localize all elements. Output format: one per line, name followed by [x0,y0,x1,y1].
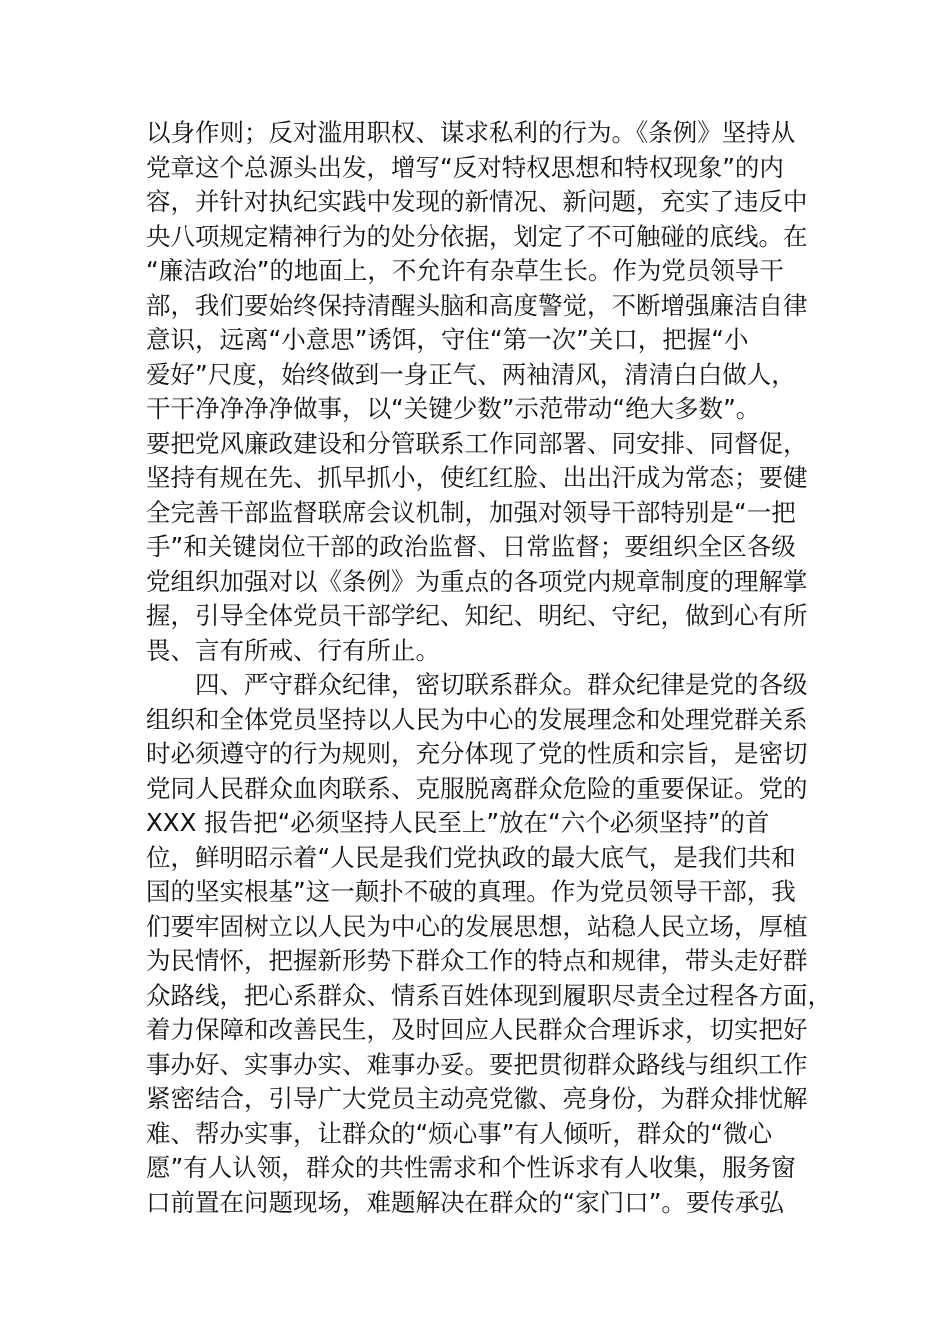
text-line: 着力保障和改善民生，及时回应人民群众合理诉求，切实把好 [146,1015,808,1044]
text-line: 部，我们要始终保持清醒头脑和高度警觉，不断增强廉洁自律 [146,290,808,320]
text-line: 党章这个总源头出发，增写“反对特权思想和特权现象”的内 [146,152,784,182]
text-line: 干干净净净净做事，以“关键少数”示范带动“绝大多数”。 [146,394,761,423]
text-line: 为民情怀，把握新形势下群众工作的特点和规律，带头走好群 [146,946,808,975]
text-line: 众路线，把心系群众、情系百姓体现到履职尽责全过程各方面， [146,980,832,1010]
paragraph-1 [146,116,826,668]
text-line: 组织和全体党员坚持以人民为中心的发展理念和处理党群关系 [146,704,808,734]
text-line: 党组织加强对以《条例》为重点的各项党内规章制度的理解掌 [146,566,808,596]
text-line: 们要牢固树立以人民为中心的发展思想，站稳人民立场，厚植 [146,911,808,941]
text-line: 畏、言有所戒、行有所止。 [146,635,440,665]
text-line-indented: 四、严守群众纪律，密切联系群众。群众纪律是党的各级 [195,670,808,699]
text-line: “廉洁政治”的地面上，不允许有杂草生长。作为党员领导干 [146,256,784,285]
text-line: 央八项规定精神行为的处分依据，划定了不可触碰的底线。在 [146,221,808,251]
text-line: 紧密结合，引导广大党员主动亮党徽、亮身份，为群众排忧解 [146,1084,808,1113]
body-text [146,116,832,1220]
text-line: 容，并针对执纪实践中发现的新情况、新问题，充实了违反中 [146,187,808,216]
text-line: XXX 报告把“必须坚持人民至上”放在“六个必须坚持”的首 [146,808,770,837]
text-line: 意识，远离“小意思”诱饵，守住“第一次”关口，把握“小 [146,325,749,354]
text-line: 口前置在问题现场，难题解决在群众的“家门口”。要传承弘 [146,1187,784,1217]
text-line: 愿”有人认领，群众的共性需求和个性诉求有人收集，服务窗 [146,1153,796,1182]
text-line: 国的坚实根基”这一颠扑不破的真理。作为党员领导干部，我 [146,877,796,906]
text-line: 手”和关键岗位干部的政治监督、日常监督；要组织全区各级 [146,532,796,561]
text-line: 要把党风廉政建设和分管联系工作同部署、同安排、同督促， [146,428,808,458]
text-line: 时必须遵守的行为规则，充分体现了党的性质和宗旨，是密切 [146,739,808,768]
text-line: 爱好”尺度，始终做到一身正气、两袖清风，清清白白做人， [146,359,796,389]
text-line: 事办好、实事办实、难事办妥。要把贯彻群众路线与组织工作 [146,1049,808,1079]
text-line: 难、帮办实事，让群众的“烦心事”有人倾听，群众的“微心 [146,1118,773,1148]
text-line: 位，鲜明昭示着“人民是我们党执政的最大底气，是我们共和 [146,842,796,872]
text-line: 握，引导全体党员干部学纪、知纪、明纪、守纪，做到心有所 [146,601,808,630]
text-line: 以身作则；反对滥用职权、谋求私利的行为。《条例》坚持从 [146,118,796,147]
text-line: 坚持有规在先、抓早抓小，使红红脸、出出汗成为常态；要健 [146,463,808,492]
paragraph-2 [146,668,832,1220]
text-line: 党同人民群众血肉联系、克服脱离群众危险的重要保证。党的 [146,773,808,803]
text-line: 全完善干部监督联席会议机制，加强对领导干部特别是“一把 [146,497,796,527]
